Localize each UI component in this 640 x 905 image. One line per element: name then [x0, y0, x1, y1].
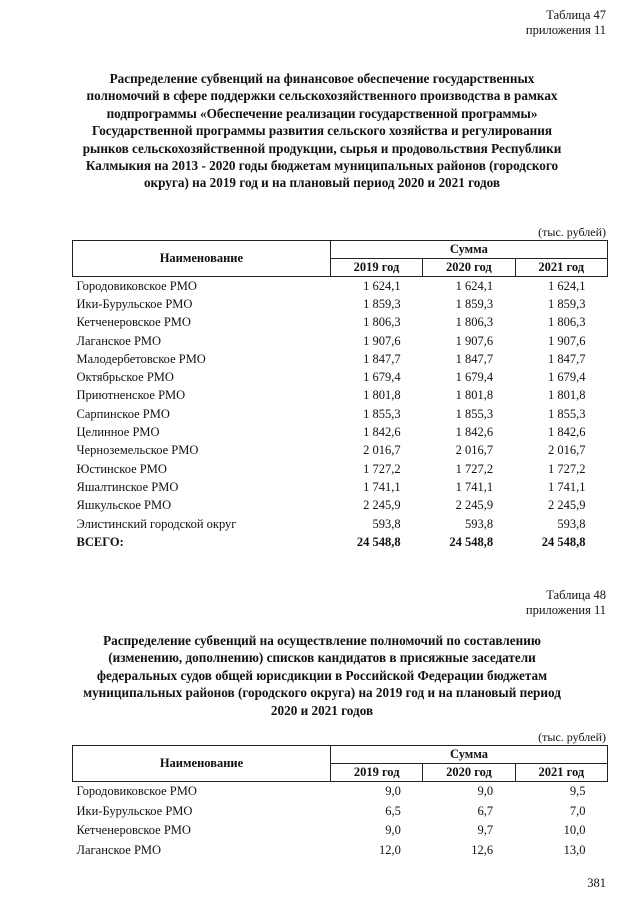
- row-value-2020: 1 741,1: [455, 479, 494, 494]
- header-2019: 2019 год: [331, 764, 423, 782]
- row-value-2020: 593,8: [464, 516, 494, 531]
- table-row: [73, 387, 608, 405]
- table-row: [73, 841, 608, 861]
- table-row: [73, 802, 608, 822]
- row-name-cell: Приютненское РМО: [76, 388, 186, 403]
- row-value-2021: 1 859,3: [548, 296, 586, 311]
- row-name-cell: Кетченеровское РМО: [76, 823, 191, 838]
- row-value-2021: 1 801,8: [548, 388, 586, 403]
- table47-reference: [526, 8, 606, 38]
- row-value-2019: 1 727,2: [363, 461, 401, 476]
- row-value-2021: 1 806,3: [548, 315, 586, 330]
- row-value-2020: 2 016,7: [455, 443, 494, 458]
- header-2019: 2019 год: [330, 259, 422, 277]
- header-name: Наименование: [73, 241, 331, 277]
- table-row: [73, 350, 608, 368]
- row-name-cell: Ики-Бурульское РМО: [76, 296, 193, 311]
- table-row: [73, 332, 608, 350]
- row-value-2019: 1 801,8: [363, 388, 401, 403]
- row-value-2020: 9,7: [477, 823, 494, 838]
- table-row: [73, 515, 608, 533]
- row-value-2019: 1 624,1: [363, 278, 401, 293]
- row-name-cell: Яшалтинское РМО: [76, 479, 179, 494]
- table-row: [73, 368, 608, 386]
- row-value-2021: 1 727,2: [548, 461, 586, 476]
- row-value-2021: 1 847,7: [548, 351, 586, 366]
- header-2021: 2021 год: [515, 764, 607, 782]
- table47-title: Распределение субвенций на финансовое обеспечение государственных полномочий в сфере поддержки сельскохозяйственного производства в рамках подпрограммы «Обеспечение реализации государственной программы» Государственной программы развития сельского хозяйства и регулирования рынков сельскохозяйственной продукции, сырья и продовольствия Республики Калмыкия на 2013 - 2020 годы бюджетам муниципальных районов (городского округа) на 2019 год и на плановый период 2020 и 2021 годов: [82, 71, 562, 191]
- row-name-cell: Яшкульское РМО: [76, 498, 172, 513]
- row-value-2021: 10,0: [563, 823, 586, 838]
- table-row: [73, 423, 608, 441]
- table-row: [73, 497, 608, 515]
- header-sum: Сумма: [331, 746, 608, 764]
- row-value-2019: 593,8: [372, 516, 401, 531]
- row-name-cell: Элистинский городской округ: [76, 516, 237, 531]
- row-value-2021: 13,0: [563, 842, 586, 857]
- row-value-2020: 1 855,3: [455, 406, 494, 421]
- row-name-cell: Малодербетовское РМО: [76, 351, 206, 366]
- table48-ref-line2: приложения 11: [525, 603, 606, 617]
- row-value-2020: 1 679,4: [455, 370, 494, 385]
- row-value-2021: 1 855,3: [548, 406, 586, 421]
- row-value-2019: 1 679,4: [363, 370, 401, 385]
- table48: [72, 745, 608, 860]
- table48-unit: (тыс. рублей): [538, 730, 606, 744]
- row-value-2021: 7,0: [569, 803, 586, 818]
- table-row: [73, 405, 608, 423]
- row-value-2020: 1 859,3: [455, 296, 494, 311]
- row-value-2020: 1 907,6: [455, 333, 494, 348]
- row-name-cell: Городовиковское РМО: [76, 278, 197, 293]
- row-name-cell: Целинное РМО: [76, 425, 160, 440]
- table-row: [73, 460, 608, 478]
- row-name-cell: Октябрьское РМО: [76, 370, 174, 385]
- table47-ref-line1: Таблица 47: [546, 8, 606, 22]
- row-name-cell: Лаганское РМО: [76, 333, 162, 348]
- row-value-2020: 1 847,7: [455, 351, 494, 366]
- row-value-2021: 2 016,7: [548, 443, 586, 458]
- header-sum: Сумма: [330, 241, 607, 259]
- table47-body: [73, 277, 608, 552]
- table-total-row: [73, 533, 608, 551]
- row-value-2019: 1 847,7: [363, 351, 401, 366]
- row-name-cell: Сарпинское РМО: [76, 406, 170, 421]
- row-value-2020: 2 245,9: [455, 498, 494, 513]
- header-2021: 2021 год: [515, 259, 607, 277]
- table-row: [73, 821, 608, 841]
- table47: [72, 240, 608, 551]
- header-name: Наименование: [73, 746, 331, 782]
- table-row: [73, 478, 608, 496]
- table-row: [73, 782, 608, 802]
- row-value-2021: 1 842,6: [548, 425, 586, 440]
- table48-body: [73, 782, 608, 861]
- table-row: [73, 314, 608, 332]
- row-value-2020: 1 842,6: [455, 425, 494, 440]
- table-row: [73, 442, 608, 460]
- row-value-2020: 1 806,3: [455, 315, 494, 330]
- row-name-cell: Кетченеровское РМО: [76, 315, 191, 330]
- row-value-2019: 6,5: [385, 803, 401, 818]
- table-row: [73, 295, 608, 313]
- header-2020: 2020 год: [423, 259, 515, 277]
- row-value-2020: 1 801,8: [455, 388, 494, 403]
- row-value-2019: 12,0: [378, 842, 401, 857]
- row-value-2021: 1 679,4: [548, 370, 586, 385]
- row-value-2019: 2 245,9: [363, 498, 401, 513]
- total-value-2019: 24 548,8: [356, 534, 401, 549]
- row-value-2020: 12,6: [471, 842, 494, 857]
- row-value-2019: 1 806,3: [363, 315, 401, 330]
- row-value-2021: 593,8: [557, 516, 586, 531]
- page-number: 381: [587, 876, 606, 890]
- row-value-2021: 1 907,6: [548, 333, 586, 348]
- row-value-2019: 1 907,6: [363, 333, 401, 348]
- total-value-2021: 24 548,8: [541, 534, 586, 549]
- row-value-2019: 9,0: [385, 823, 401, 838]
- row-value-2020: 9,0: [477, 784, 494, 799]
- row-value-2020: 6,7: [477, 803, 494, 818]
- row-value-2019: 9,0: [385, 784, 401, 799]
- row-value-2019: 1 855,3: [363, 406, 401, 421]
- row-value-2020: 1 727,2: [455, 461, 494, 476]
- row-value-2021: 1 741,1: [548, 479, 586, 494]
- row-name-cell: Лаганское РМО: [76, 842, 162, 857]
- row-value-2021: 1 624,1: [548, 278, 586, 293]
- row-name-cell: Юстинское РМО: [76, 461, 167, 476]
- row-value-2019: 1 842,6: [363, 425, 401, 440]
- table-row: [73, 277, 608, 296]
- row-name-cell: Городовиковское РМО: [76, 784, 197, 799]
- header-2020: 2020 год: [423, 764, 515, 782]
- row-value-2019: 1 859,3: [363, 296, 401, 311]
- row-value-2021: 2 245,9: [548, 498, 586, 513]
- row-value-2019: 1 741,1: [363, 479, 401, 494]
- table48-reference: [526, 588, 606, 618]
- table48-ref-line1: Таблица 48: [546, 588, 606, 602]
- row-value-2021: 9,5: [569, 784, 586, 799]
- row-value-2020: 1 624,1: [455, 278, 494, 293]
- table47-ref-line2: приложения 11: [525, 23, 606, 37]
- row-value-2019: 2 016,7: [363, 443, 401, 458]
- table48-title: Распределение субвенций на осуществление полномочий по составлению (изменению, дополнению) списков кандидатов в присяжные заседатели федеральных судов общей юрисдикции в Российской Федерации бюджетам муниципальных районов (городского округа) на 2019 год и на плановый период 2020 и 2021 годов: [83, 633, 561, 718]
- table47-unit: (тыс. рублей): [538, 225, 606, 239]
- row-name-cell: Ики-Бурульское РМО: [76, 803, 193, 818]
- total-value-2020: 24 548,8: [449, 534, 494, 549]
- row-name-cell: Черноземельское РМО: [76, 443, 199, 458]
- total-label: ВСЕГО:: [76, 534, 124, 549]
